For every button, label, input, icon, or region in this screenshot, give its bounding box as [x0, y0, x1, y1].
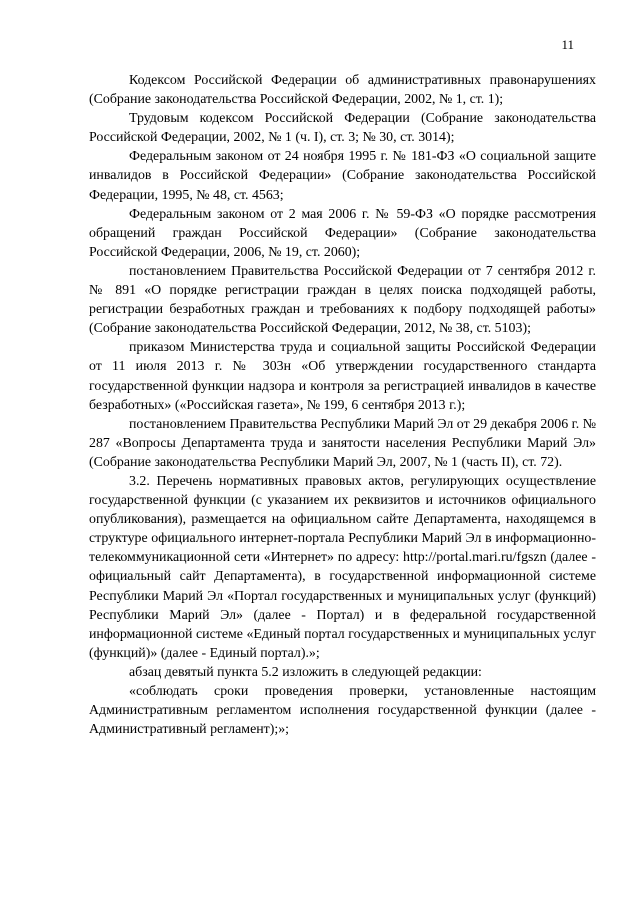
paragraph-federal-law-59: Федеральным законом от 2 мая 2006 г. № 59-ФЗ «О порядке рассмотрения обращений граждан Российской Федерации» (Собрание законодательства Российской Федерации, 2006, № 19, ст. 2060);: [89, 206, 596, 260]
paragraph-federal-law-181: Федеральным законом от 24 ноября 1995 г. № 181-ФЗ «О социальной защите инвалидов в Российской Федерации» (Собрание законодательства Российской Федерации, 1995, № 48, ст. 4563;: [89, 149, 596, 203]
paragraph-mari-el-decree-287: постановлением Правительства Республики Марий Эл от 29 декабря 2006 г. № 287 «Вопросы Департамента труда и занятости населения Республики Марий Эл» (Собрание законодательства Республики Марий Эл, 2007, № 1 (часть II), ст. 72).: [89, 416, 596, 470]
paragraph-ministry-order-303n: приказом Министерства труда и социальной защиты Российской Федерации от 11 июля 2013 г. № 303н «Об утверждении государственного стандарта государственной функции надзора и контроля за регистрацией инвалидов в качестве безработных» («Российская газета», № 199, 6 сентября 2013 г.);: [89, 340, 596, 413]
page-number: 11: [561, 37, 574, 52]
paragraph-new-wording: «соблюдать сроки проведения проверки, установленные настоящим Административным регламентом исполнения государственной функции (далее - Административный регламент);»;: [89, 684, 596, 738]
paragraph-labor-code: Трудовым кодексом Российской Федерации (Собрание законодательства Российской Федерации, 2002, № 1 (ч. I), ст. 3; № 30, ст. 3014);: [89, 111, 596, 146]
paragraph-section-3-2: 3.2. Перечень нормативных правовых актов, регулирующих осуществление государственной функции (с указанием их реквизитов и источников официального опубликования), размещается на официальном сайте Департамента, находящемся в структуре официального интернет-портала Республики Марий Эл в информационно-телекоммуникационной сети «Интернет» по адресу: http://portal.mari.ru/fgszn (далее - официальный сайт Департамента), в государственной информационной системе Республики Марий Эл «Портал государственных и муниципальных услуг (функций) Республики Марий Эл» (далее - Портал) и в федеральной государственной информационной системе «Единый портал государственных и муниципальных услуг (функций)» (далее - Единый портал).»;: [89, 473, 596, 661]
paragraph-administrative-code: Кодексом Российской Федерации об административных правонарушениях (Собрание законодательства Российской Федерации, 2002, № 1, ст. 1);: [89, 73, 596, 108]
document-body: [89, 71, 596, 739]
paragraph-amendment-5-2: абзац девятый пункта 5.2 изложить в следующей редакции:: [129, 664, 482, 680]
paragraph-government-decree-891: постановлением Правительства Российской Федерации от 7 сентября 2012 г. № 891 «О порядке регистрации граждан в целях поиска подходящей работы, регистрации безработных граждан и требованиях к подбору подходящей работы» (Собрание законодательства Российской Федерации, 2012, № 38, ст. 5103);: [89, 263, 596, 337]
